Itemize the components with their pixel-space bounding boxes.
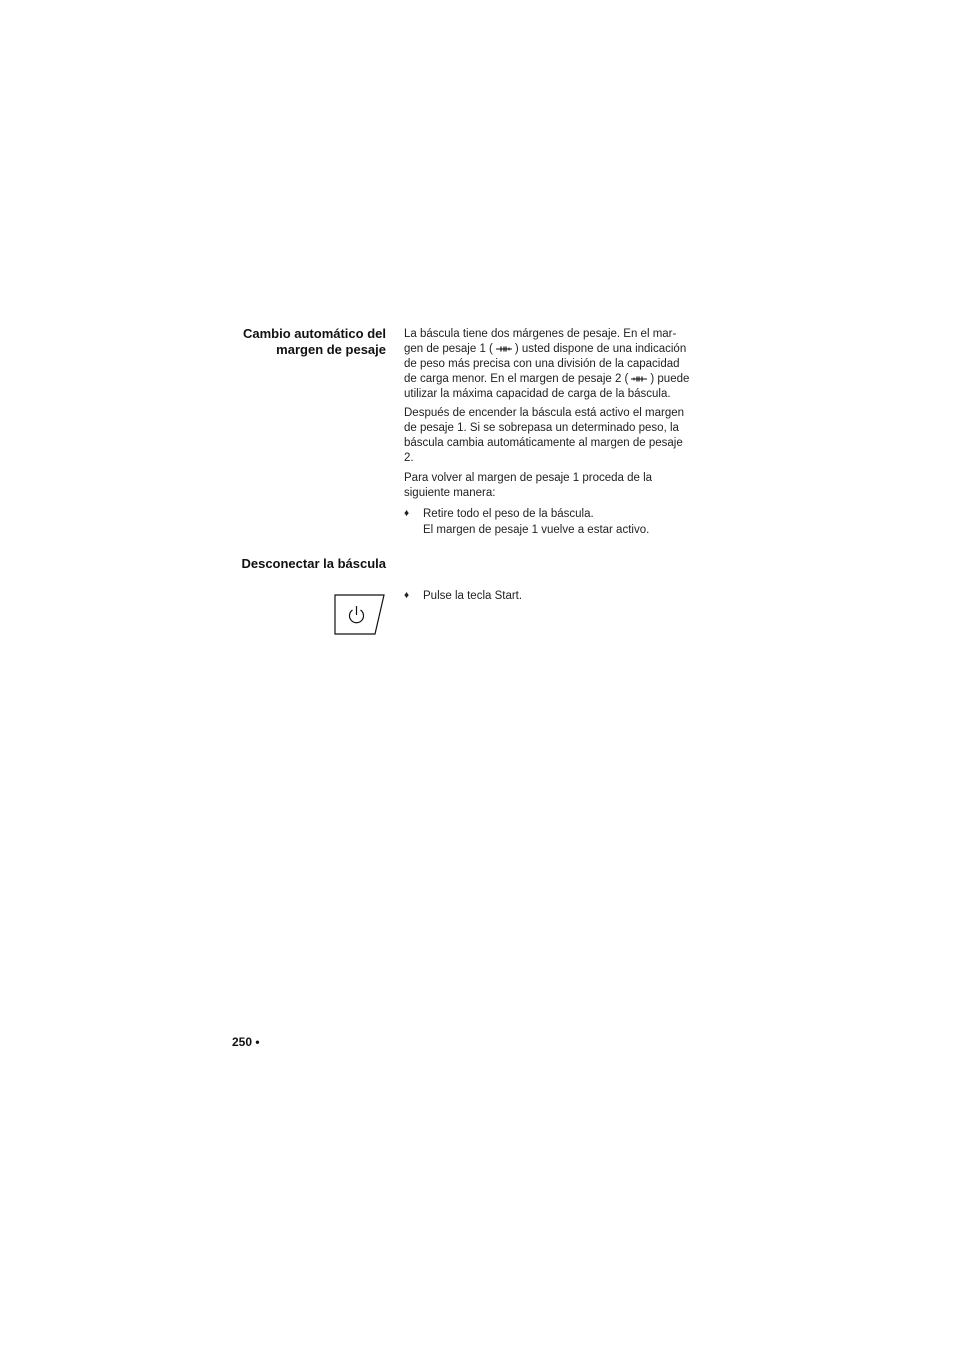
heading-line: margen de pesaje [276,342,386,357]
section-heading-automatic-range-change [200,326,386,358]
paragraph-weighing-ranges [404,327,704,402]
instruction-text: Retire todo el peso de la báscula. [423,508,594,520]
heading-line: Cambio automático del [242,326,386,341]
paragraph-automatic-switch [404,406,704,466]
text-fragment: gen de pesaje 1 ( [404,343,493,355]
text-line [404,342,704,357]
text-line [404,372,704,387]
diamond-bullet-icon: ♦ [404,508,410,519]
text-line: La báscula tiene dos márgenes de pesaje. En el mar- [404,328,677,340]
weighing-range-1-icon [495,345,513,353]
start-key-icon [333,594,387,636]
text-line: Para volver al margen de pesaje 1 proceda de la [404,472,653,484]
weighing-range-2-icon [630,375,648,383]
instruction-text: Pulse la tecla Start. [423,590,523,602]
heading-line: Desconectar la báscula [241,556,386,571]
text-line: utilizar la máxima capacidad de carga de la báscula. [404,388,671,400]
text-line: báscula cambia automáticamente al margen de pesaje [404,437,683,449]
diamond-bullet-icon: ♦ [404,590,410,601]
text-fragment: de carga menor. En el margen de pesaje 2 ( [404,373,629,385]
text-fragment: ) usted dispone de una indicación [514,343,687,355]
text-line: 2. [404,452,414,464]
text-line: de peso más precisa con una división de la capacidad [404,358,680,370]
section-heading-switch-off [200,556,386,572]
text-line: de pesaje 1. Si se sobrepasa un determinado peso, la [404,422,679,434]
text-fragment: ) puede [650,373,690,385]
paragraph-return-instructions [404,471,704,501]
text-line: siguiente manera: [404,487,496,499]
text-line: Después de encender la báscula está activo el margen [404,407,685,419]
instruction-result-text: El margen de pesaje 1 vuelve a estar activo. [423,524,650,536]
page-number: 250 • [232,1035,260,1049]
